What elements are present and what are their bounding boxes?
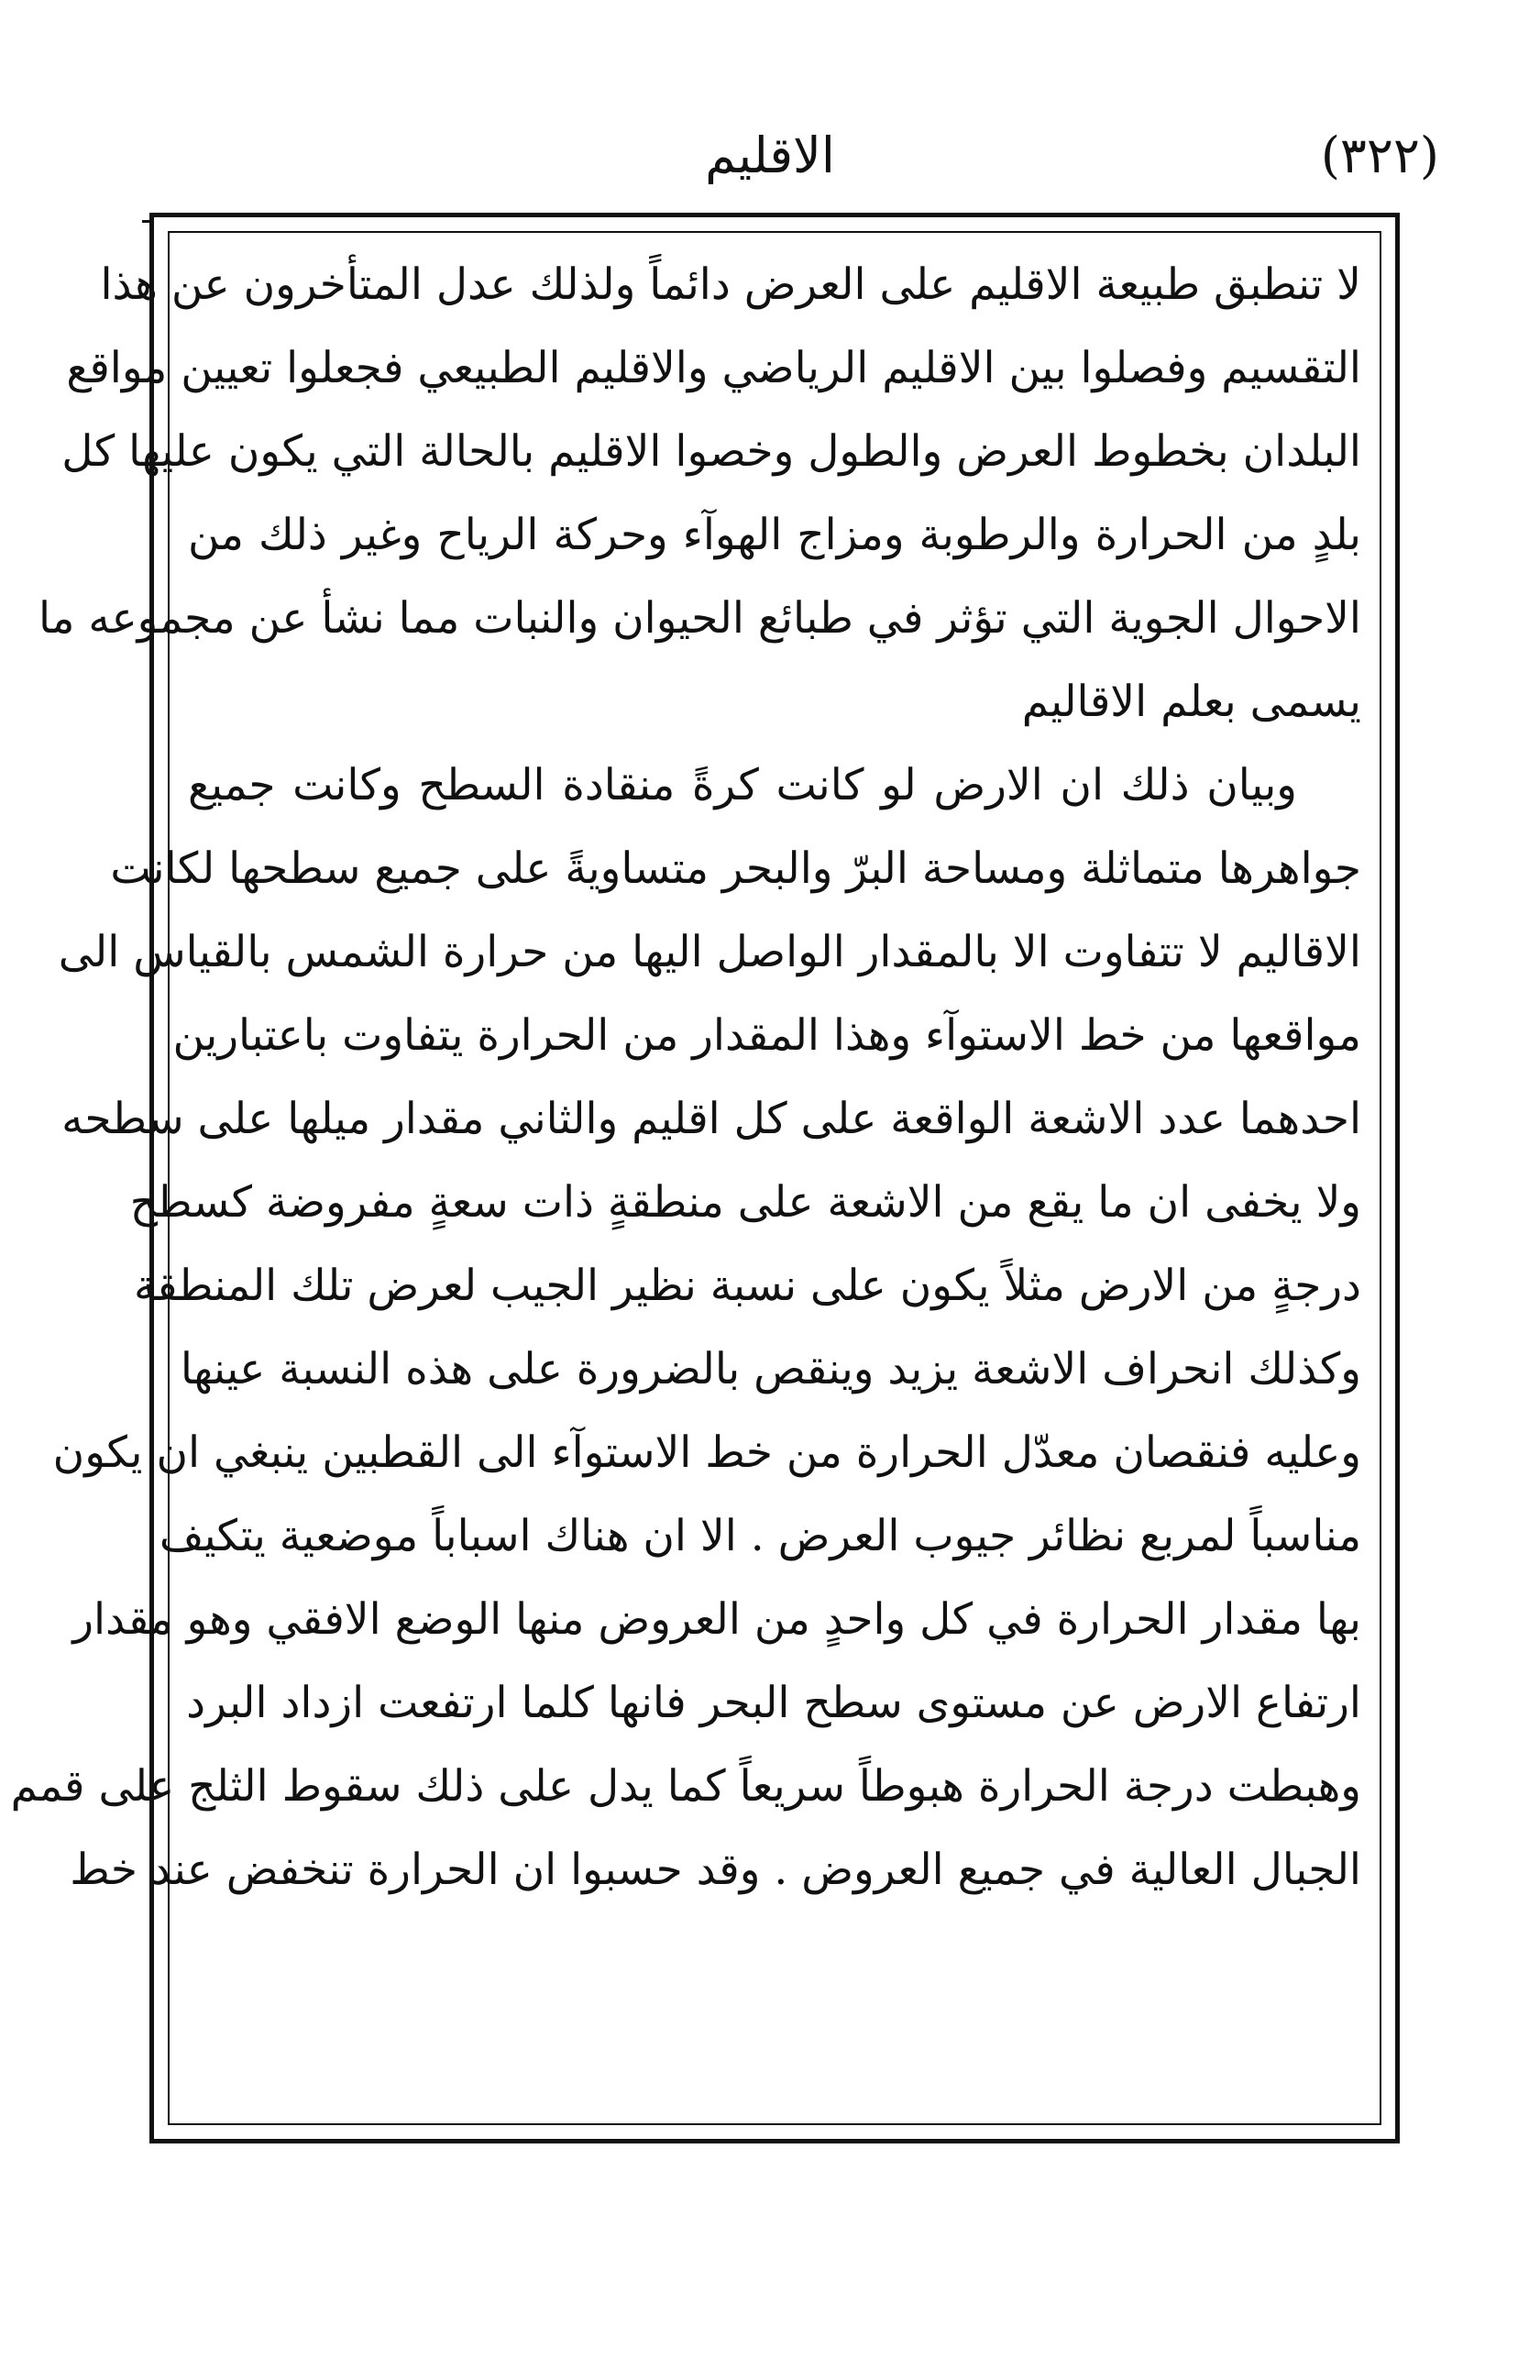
text-line: بلدٍ من الحرارة والرطوبة ومزاج الهوآء وحركة الرياح وغير ذلك من	[188, 510, 1361, 560]
text-line: الجبال العالية في جميع العروض . وقد حسبوا ان الحرارة تنخفض عند خط	[70, 1845, 1361, 1895]
text-line: وبيان ذلك ان الارض لو كانت كرةً منقادة السطح وكانت جميع	[188, 760, 1297, 810]
page-header	[0, 119, 1540, 193]
text-line: التقسيم وفصلوا بين الاقليم الرياضي والاقليم الطبيعي فجعلوا تعيين مواقع	[66, 343, 1361, 393]
text-line: يسمى بعلم الاقاليم	[1021, 677, 1361, 727]
text-line: جواهرها متماثلة ومساحة البرّ والبحر متساويةً على جميع سطحها لكانت	[110, 843, 1361, 894]
text-line: بها مقدار الحرارة في كل واحدٍ من العروض منها الوضع الافقي وهو مقدار	[72, 1594, 1361, 1645]
text-line: الاقاليم لا تتفاوت الا بالمقدار الواصل اليها من حرارة الشمس بالقياس الى	[58, 927, 1361, 977]
text-line: البلدان بخطوط العرض والطول وخصوا الاقليم بالحالة التي يكون عليها كل	[61, 426, 1361, 477]
page-title: الاقليم	[705, 127, 835, 184]
text-line: لا تنطبق طبيعة الاقليم على العرض دائماً ولذلك عدل المتأخرون عن هذا	[100, 259, 1361, 310]
text-line: مواقعها من خط الاستوآء وهذا المقدار من الحرارة يتفاوت باعتبارين	[172, 1010, 1361, 1061]
margin-tick	[142, 220, 149, 223]
text-line: احدهما عدد الاشعة الواقعة على كل اقليم والثاني مقدار ميلها على سطحه	[61, 1094, 1361, 1144]
body-text	[10, 243, 1361, 1912]
text-line: الاحوال الجوية التي تؤثر في طبائع الحيوان والنبات مما نشأ عن مجموعه ما	[38, 593, 1361, 644]
text-line: وهبطت درجة الحرارة هبوطاً سريعاً كما يدل على ذلك سقوط الثلج على قمم	[10, 1761, 1361, 1812]
text-line: ارتفاع الارض عن مستوى سطح البحر فانها كلما ارتفعت ازداد البرد	[186, 1678, 1361, 1728]
text-line: درجةٍ من الارض مثلاً يكون على نسبة نظير الجيب لعرض تلك المنطقة	[133, 1261, 1361, 1311]
text-line: مناسباً لمربع نظائر جيوب العرض . الا ان هناك اسباباً موضعية يتكيف	[159, 1511, 1361, 1561]
page-number: (٣٢٢)	[1320, 127, 1439, 184]
text-line: وعليه فنقصان معدّل الحرارة من خط الاستوآء الى القطبين ينبغي ان يكون	[52, 1427, 1361, 1478]
text-line: وكذلك انحراف الاشعة يزيد وينقص بالضرورة على هذه النسبة عينها	[180, 1344, 1361, 1394]
text-line: ولا يخفى ان ما يقع من الاشعة على منطقةٍ ذات سعةٍ مفروضة كسطح	[129, 1177, 1361, 1228]
